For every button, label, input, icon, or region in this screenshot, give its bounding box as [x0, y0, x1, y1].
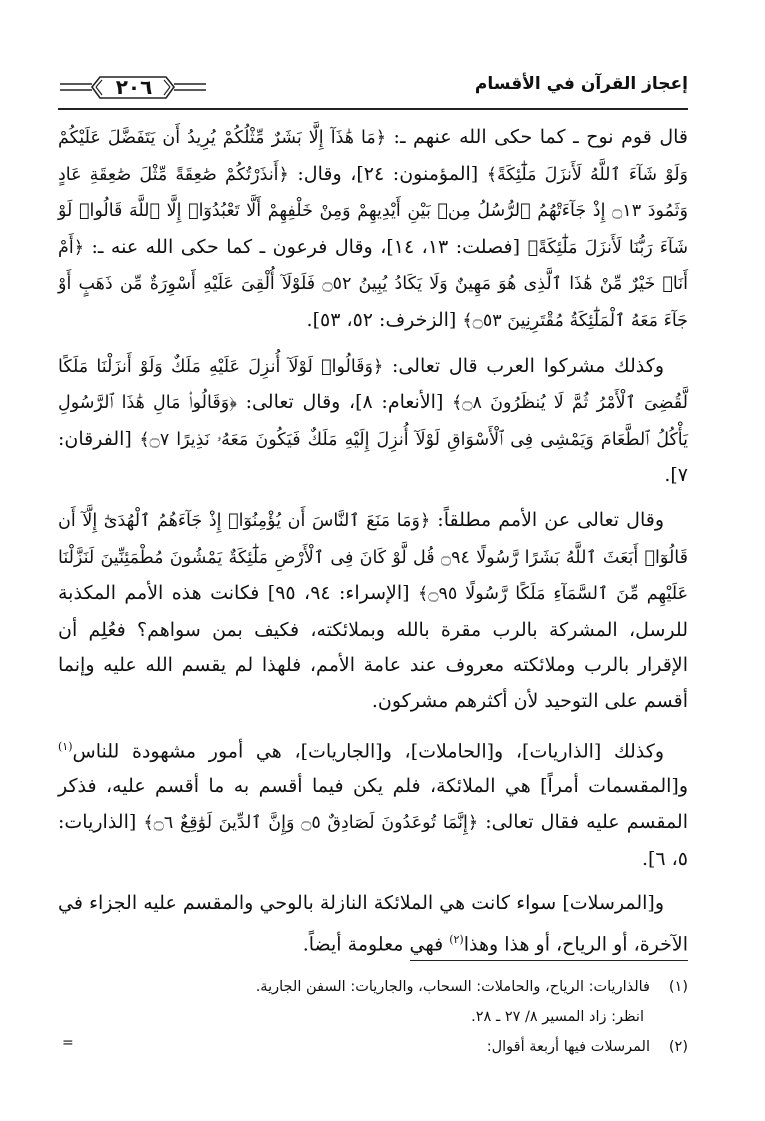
footnote-divider — [410, 960, 688, 961]
quran-verse: ﴿أَمْ أَنَا۠ خَيْرٌ مِّنْ هَٰذَا ٱلَّذِى هُوَ مَهِينٌ وَلَا يَكَادُ يُبِينُ ۝٥٢ فَلَوْلَآ أُلْقِىَ عَلَيْهِ أَسْوِرَةٌ مِّن ذَهَبٍ أَوْ جَآءَ مَعَهُ ٱلْمَلَٰٓئِكَةُ مُقْتَرِنِينَ ۝٥٣﴾ — [58, 237, 688, 331]
page-number-ornament — [58, 68, 208, 108]
text: [الذاريات: ٥، ٦]. — [58, 811, 688, 870]
paragraph-3 — [58, 503, 688, 720]
footnote-1 — [58, 972, 688, 1002]
paragraph-5 — [58, 886, 688, 963]
quran-verse: ﴿وَقَالُوا۟ مَالِ هَٰذَا ٱلرَّسُولِ يَأْكُلُ ٱلطَّعَامَ وَيَمْشِى فِى ٱلْأَسْوَاقِ لَوْلَآ أُنزِلَ إِلَيْهِ مَلَكٌ فَيَكُونَ مَعَهُۥ نَذِيرًا ۝٧﴾ — [58, 393, 689, 450]
footnote-1-reference: انظر: زاد المسير ٨/ ٢٧ ـ ٢٨. — [471, 1009, 644, 1025]
book-title: إعجاز القرآن في الأقسام — [474, 74, 688, 94]
header-divider — [58, 108, 688, 110]
footnote-2 — [58, 1032, 688, 1062]
footnote-ref-1[interactable]: (١) — [58, 739, 73, 753]
footnote-text: فالذاريات: الرياح، والحاملات: السحاب، والجاريات: السفن الجارية. — [255, 979, 650, 995]
text: [الإسراء: ٩٤، ٩٥] فكانت هذه الأمم المكذبة للرسل، المشركة بالرب مقرة بالله وبملائكته، فكيف بمن سواهم؟ فعُلِم أن الإقرار بالرب وملائكته معروف عند عامة الأمم، فلهذا لم يقسم الله عليه وإنما أقسم على التوحيد لأن أكثرهم مشركون. — [58, 582, 688, 712]
text: و[المقسمات أمراً] هي الملائكة، فلم يكن فيما أقسم به ما أقسم عليه، فذكر المقسم عليه فقال تعالى: — [58, 775, 688, 834]
text: [الفرقان: ٧]. — [58, 427, 688, 487]
footnote-text: المرسلات فيها أربعة أقوال: — [486, 1039, 650, 1055]
continuation-mark: = — [62, 1035, 74, 1051]
text: قال قوم نوح ـ كما حكى الله عنهم ـ: — [386, 126, 688, 148]
text: فهي معلومة أيضاً. — [302, 933, 450, 956]
footnotes — [58, 972, 688, 1062]
quran-verse: ﴿وَمَا مَنَعَ ٱلنَّاسَ أَن يُؤْمِنُوٓا۟ إِذْ جَآءَهُمُ ٱلْهُدَىٰٓ إِلَّآ أَن قَالُوٓا۟ أَبَعَثَ ٱللَّهُ بَشَرًا رَّسُولًا ۝٩٤ قُل لَّوْ كَانَ فِى ٱلْأَرْضِ مَلَٰٓئِكَةٌ يَمْشُونَ مُطْمَئِنِّينَ لَنَزَّلْنَا عَلَيْهِم مِّنَ ٱلسَّمَآءِ مَلَكًا رَّسُولًا ۝٩٥﴾ — [58, 510, 689, 605]
text: وكذلك مشركوا العرب قال تعالى: — [383, 354, 665, 377]
text: وكذلك [الذاريات]، و[الحاملات]، و[الجاريات]، هي أمور مشهودة للناس — [72, 739, 664, 762]
text: [المؤمنون: ٢٤]، وقال: — [288, 162, 487, 185]
footnote-number: (٢) — [668, 1039, 688, 1055]
quran-verse: ﴿مَا هَٰذَآ إِلَّا بَشَرٌ مِّثْلُكُمْ يُرِيدُ أَن يَتَفَضَّلَ عَلَيْكُمْ وَلَوْ شَآءَ ٱللَّهُ لَأَنزَلَ مَلَٰٓئِكَةً﴾ — [58, 128, 688, 185]
page-header — [58, 68, 688, 108]
page-number: ٢٠٦ — [115, 75, 153, 99]
text: و[المرسلات] سواء كانت هي الملائكة النازلة بالوحي والمقسم عليه الجزاء في الآخرة، أو الرياح، أو هذا وهذا — [58, 892, 688, 956]
quran-verse: ﴿وَقَالُوا۟ لَوْلَآ أُنزِلَ عَلَيْهِ مَلَكٌ وَلَوْ أَنزَلْنَا مَلَكًا لَّقُضِىَ ٱلْأَمْرُ ثُمَّ لَا يُنظَرُونَ ۝٨﴾ — [58, 356, 688, 414]
paragraph-1 — [58, 120, 688, 340]
quran-verse: ﴿أَنذَرْتُكُمْ صَٰعِقَةً مِّثْلَ صَٰعِقَةِ عَادٍ وَثَمُودَ ۝١٣ إِذْ جَآءَتْهُمُ ٱلرُّسُلُ مِنۢ بَيْنِ أَيْدِيهِمْ وَمِنْ خَلْفِهِمْ أَلَّا تَعْبُدُوٓا۟ إِلَّا ٱللَّهَ قَالُوا۟ لَوْ شَآءَ رَبُّنَا لَأَنزَلَ مَلَٰٓئِكَةً﴾ — [58, 164, 689, 258]
paragraph-4 — [58, 729, 688, 878]
text: وقال تعالى عن الأمم مطلقاً: — [430, 508, 664, 531]
main-text — [58, 120, 688, 963]
paragraph-2 — [58, 349, 688, 494]
text: [الزخرف: ٥٢، ٥٣]. — [306, 308, 463, 331]
text: [الأنعام: ٨]، وقال تعالى: — [236, 391, 453, 414]
footnote-ref-2[interactable]: (٢) — [449, 932, 464, 946]
quran-verse: ﴿إِنَّمَا تُوعَدُونَ لَصَادِقٌ ۝٥ وَإِنَّ ٱلدِّينَ لَوَٰقِعٌ ۝٦﴾ — [143, 813, 479, 834]
text: [فصلت: ١٣، ١٤]، وقال فرعون ـ كما حكى الله عنه ـ: — [83, 235, 528, 258]
footnote-number: (١) — [668, 979, 688, 995]
